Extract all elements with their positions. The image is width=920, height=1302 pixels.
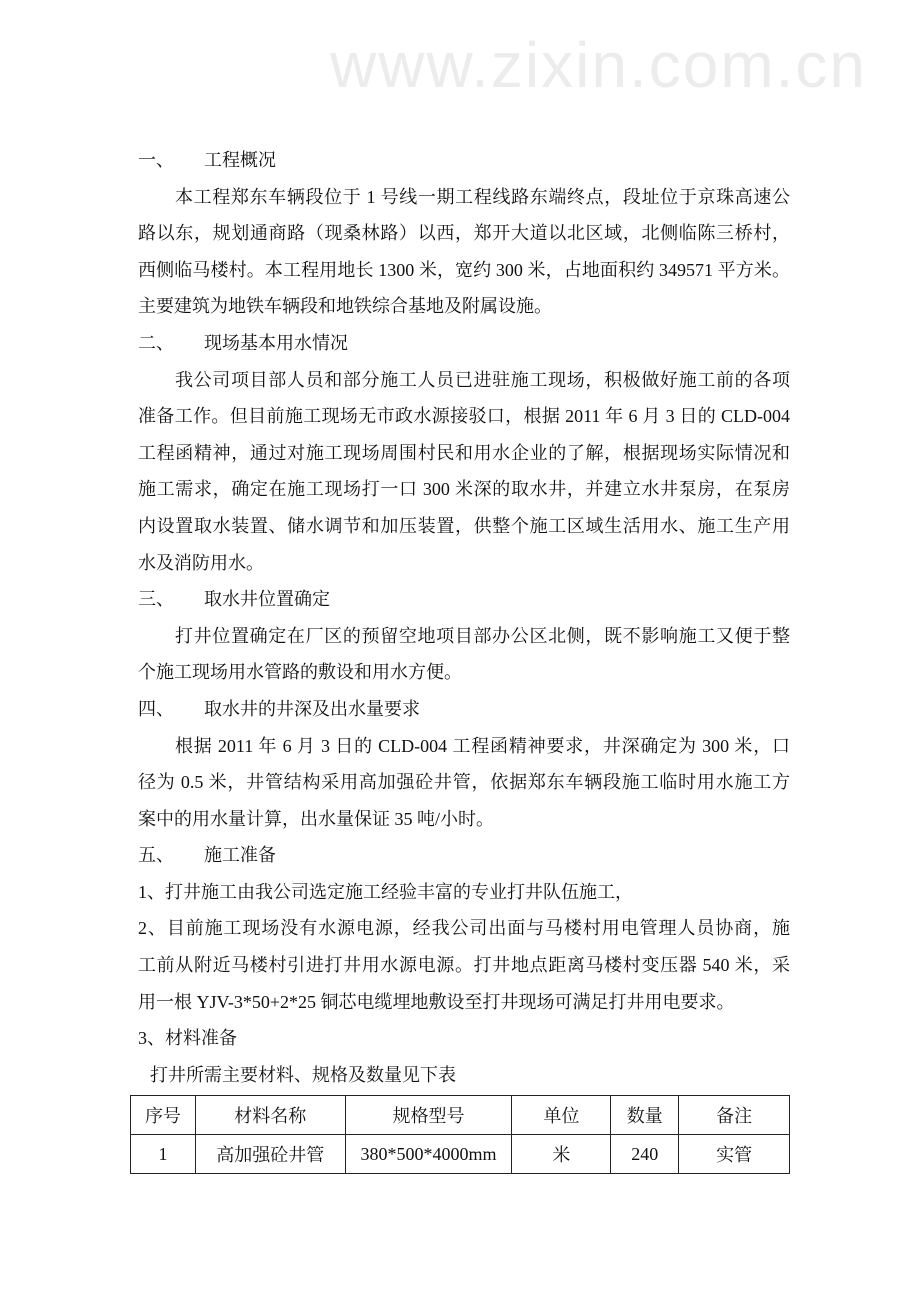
paragraph-line: 3、材料准备 xyxy=(138,1028,237,1049)
paragraph-line: 西侧临马楼村。本工程用地长 1300 米，宽约 300 米，占地面积约 349571 平方米。 xyxy=(138,259,790,280)
paragraph-line: 径为 0.5 米，井管结构采用高加强砼井管，依据郑东车辆段施工临时用水施工方 xyxy=(138,772,790,793)
header-cell: 材料名称 xyxy=(195,1096,345,1135)
paragraph-line: 案中的用水量计算，出水量保证 35 吨/小时。 xyxy=(138,808,494,829)
section-heading xyxy=(138,581,790,618)
paragraph-line: 路以东，规划通商路（现桑林路）以西，郑开大道以北区域，北侧临陈三桥村， xyxy=(138,223,790,244)
paragraph-line: 工程函精神，通过对施工现场周围村民和用水企业的了解，根据现场实际情况和 xyxy=(138,442,790,463)
paragraph-line: 主要建筑为地铁车辆段和地铁综合基地及附属设施。 xyxy=(138,296,552,317)
table-cell: 实管 xyxy=(679,1135,790,1174)
table-cell: 高加强砼井管 xyxy=(195,1135,345,1174)
paragraph-line: 打井位置确定在厂区的预留空地项目部办公区北侧，既不影响施工又便于整 xyxy=(175,625,790,646)
table-cell: 1 xyxy=(131,1135,196,1174)
header-cell: 序号 xyxy=(131,1096,196,1135)
section-number: 四、 xyxy=(138,698,174,719)
table-cell: 380*500*4000mm xyxy=(345,1135,512,1174)
section-title: 现场基本用水情况 xyxy=(204,332,348,353)
section-number: 一、 xyxy=(138,150,174,170)
table-header-row xyxy=(131,1096,790,1135)
paragraph-line: 水及消防用水。 xyxy=(138,552,264,573)
paragraph-line: 根据 2011 年 6 月 3 日的 CLD-004 工程函精神要求，井深确定为 300 米，口 xyxy=(175,735,790,756)
section-number: 五、 xyxy=(138,845,174,866)
watermark: www.zixin.com.cn xyxy=(330,29,867,101)
paragraph-line: 用一根 YJV-3*50+2*25 铜芯电缆埋地敷设至打井现场可满足打井用电要求。 xyxy=(138,991,735,1012)
section-heading xyxy=(138,325,790,362)
table-caption: 打井所需主要材料、规格及数量见下表 xyxy=(150,1064,456,1085)
section-number: 三、 xyxy=(138,589,174,610)
document-body xyxy=(138,0,790,1174)
header-cell: 单位 xyxy=(512,1096,611,1135)
section-heading xyxy=(138,691,790,728)
paragraph-line: 内设置取水装置、储水调节和加压装置，供整个施工区域生活用水、施工生产用 xyxy=(138,515,790,536)
paragraph-line: 本工程郑东车辆段位于 1 号线一期工程线路东端终点，段址位于京珠高速公 xyxy=(175,186,790,207)
section-title: 取水井的井深及出水量要求 xyxy=(204,698,420,719)
section-title: 施工准备 xyxy=(204,845,276,866)
paragraph-line: 工前从附近马楼村引进打井用水源电源。打井地点距离马楼村变压器 540 米，采 xyxy=(138,955,790,976)
paragraph-line: 1、打井施工由我公司选定施工经验丰富的专业打井队伍施工， xyxy=(138,881,633,902)
paragraph-line: 准备工作。但目前施工现场无市政水源接驳口，根据 2011 年 6 月 3 日的 CLD-004 xyxy=(138,406,790,427)
paragraph-line: 2、目前施工现场没有水源电源，经我公司出面与马楼村用电管理人员协商，施 xyxy=(138,918,790,939)
header-cell: 备注 xyxy=(679,1096,790,1135)
section-heading xyxy=(138,837,790,874)
paragraph-line: 我公司项目部人员和部分施工人员已进驻施工现场，积极做好施工前的各项 xyxy=(175,369,790,390)
section-heading xyxy=(138,142,790,179)
materials-table xyxy=(130,1095,790,1174)
section-number: 二、 xyxy=(138,332,174,353)
section-title: 工程概况 xyxy=(204,150,276,170)
table-row xyxy=(131,1135,790,1174)
paragraph-line: 施工需求，确定在施工现场打一口 300 米深的取水井，并建立水井泵房，在泵房 xyxy=(138,479,790,500)
paragraph-line: 个施工现场用水管路的敷设和用水方便。 xyxy=(138,662,462,683)
header-cell: 规格型号 xyxy=(345,1096,512,1135)
header-cell: 数量 xyxy=(611,1096,679,1135)
section-title: 取水井位置确定 xyxy=(204,589,330,610)
table-cell: 240 xyxy=(611,1135,679,1174)
table-cell: 米 xyxy=(512,1135,611,1174)
